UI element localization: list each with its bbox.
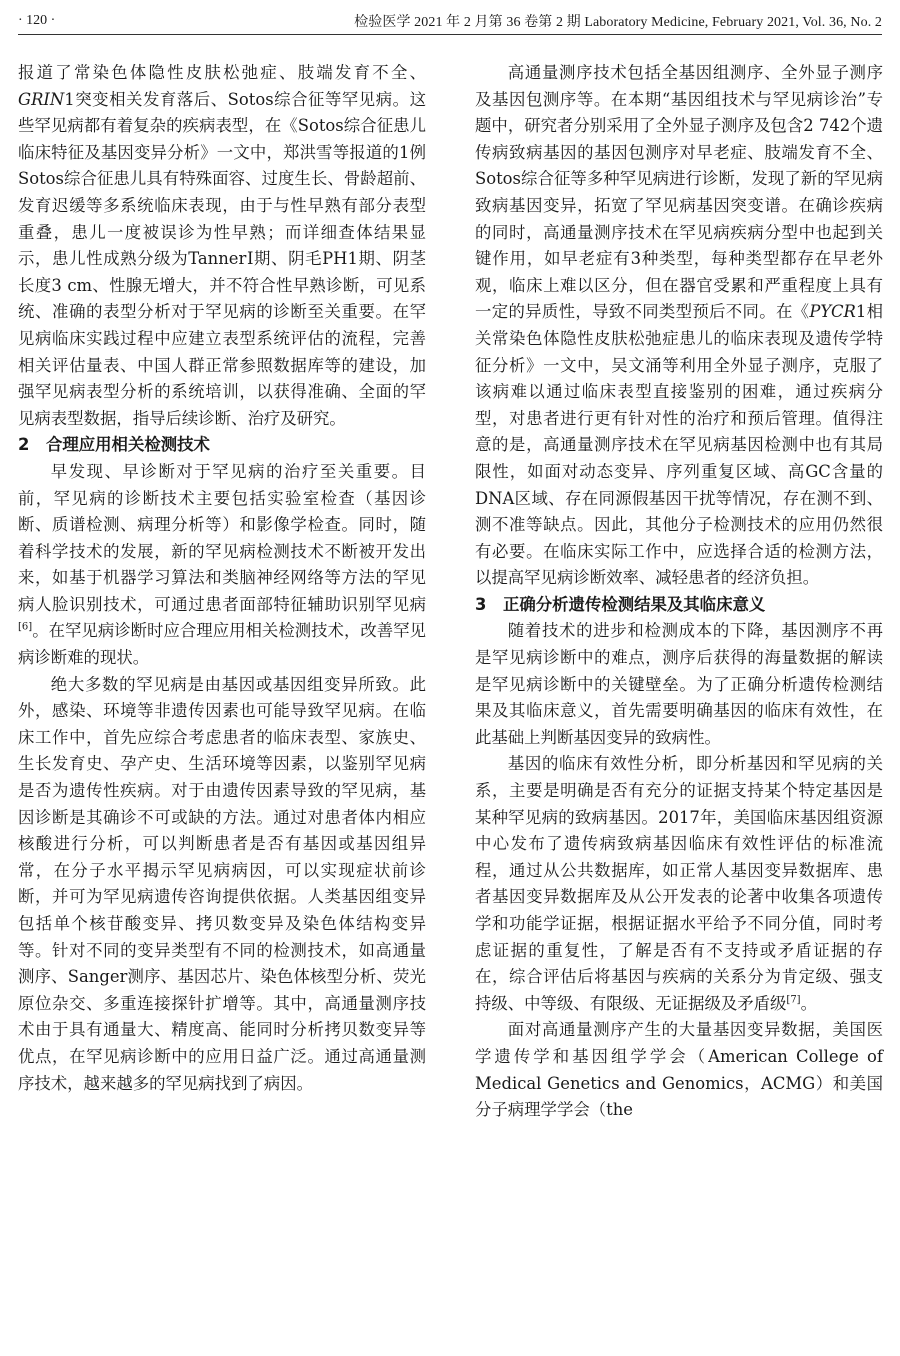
section-heading-3 <box>475 592 883 619</box>
section-number: 3 <box>475 594 487 614</box>
section-title: 正确分析遗传检测结果及其临床意义 <box>503 594 766 614</box>
section-number: 2 <box>18 435 30 455</box>
journal-citation: 检验医学 2021 年 2 月第 36 卷第 2 期 Laboratory Medicine, February 2021, Vol. 36, No. 2 <box>354 15 882 30</box>
section-heading-2 <box>18 432 426 459</box>
page-number: · 120 · <box>18 13 56 28</box>
gene-name: GRIN <box>18 89 65 109</box>
paragraph: 高通量测序技术包括全基因组测序、全外显子测序及基因包测序等。在本期“基因组技术与罕见病诊治”专题中，研究者分别采用了全外显子测序及包含2 742个遗传病致病基因的基因包测序对早老症、肢端发育不全、Sotos综合征等多种罕见病进行诊断，发现了新的罕见病致病基因变异，拓宽了罕见病基因突变谱。在确诊疾病的同时，高通量测序技术在罕见病疾病分型中也起到关键作用，如早老症有3种类型，每种类型都存在早老外观，临床上难以区分，但在器官受累和严重程度上具有一定的异质性，导致不同类型预后不同。在《PYCR1相关常染色体隐性皮肤松弛症患儿的临床表现及遗传学特征分析》一文中，吴文涌等利用全外显子测序，克服了该病难以通过临床表型直接鉴别的困难，通过疾病分型，对患者进行更有针对性的治疗和预后管理。值得注意的是，高通量测序技术在罕见病基因检测中也有其局限性，如面对动态变异、序列重复区域、高GC含量的DNA区域、存在同源假基因干扰等情况，存在测不到、测不准等缺点。因此，其他分子检测技术的应用仍然很有必要。在临床实际工作中，应选择合适的检测方法，以提高罕见病诊断效率、减轻患者的经济负担。 <box>475 63 883 588</box>
paragraph: 报道了常染色体隐性皮肤松弛症、肢端发育不全、GRIN1突变相关发育落后、Sotos综合征等罕见病。这些罕见病都有着复杂的疾病表型，在《Sotos综合征患儿临床特征及基因变异分析》一文中，郑洪雪等报道的1例Sotos综合征患儿具有特殊面容、过度生长、骨龄超前、发育迟缓等多系统临床表现，由于与性早熟有部分表型重叠，患儿一度被误诊为性早熟；而详细查体结果显示，患儿性成熟分级为TannerⅠ期、阴毛PH1期、阴茎长度3 cm、性腺无增大，并不符合性早熟诊断，可见系统、准确的表型分析对于罕见病的诊断至关重要。在罕见病临床实践过程中应建立表型系统评估的流程，完善相关评估量表、中国人群正常参照数据库等的建设，加强罕见病表型分析的系统培训，以获得准确、全面的罕见病表型数据，指导后续诊断、治疗及研究。 <box>18 63 426 428</box>
left-column <box>18 60 426 1097</box>
paragraph: 基因的临床有效性分析，即分析基因和罕见病的关系，主要是明确是否有充分的证据支持某个特定基因是某种罕见病的致病基因。2017年，美国临床基因组资源中心发布了遗传病致病基因临床有效性评估的标准流程，通过从公共数据库，如正常人基因变异数据库、患者基因变异数据库及从公开发表的论著中收集各项遗传学和功能学证据，根据证据水平给予不同分值，同时考虑证据的重复性，了解是否有不支持或矛盾证据的存在，综合评估后将基因与疾病的关系分为肯定级、强支持级、中等级、有限级、无证据级及矛盾级[7]。 <box>475 754 883 1013</box>
paragraph: 面对高通量测序产生的大量基因变异数据，美国医学遗传学和基因组学学会（American College of Medical Genetics and Genomics，ACMG）和美国分子病理学学会（the <box>475 1020 883 1120</box>
citation-ref[interactable]: [7] <box>786 994 801 1006</box>
right-column <box>475 60 883 1124</box>
page-header <box>18 8 882 35</box>
paragraph: 绝大多数的罕见病是由基因或基因组变异所致。此外，感染、环境等非遗传因素也可能导致罕见病。在临床工作中，首先应综合考虑患者的临床表型、家族史、生长发育史、孕产史、生活环境等因素，以鉴别罕见病是否为遗传性疾病。对于由遗传因素导致的罕见病，基因诊断是其确诊不可或缺的方法。通过对患者体内相应核酸进行分析，可以判断患者是否有基因或基因组异常，在分子水平揭示罕见病病因，可以实现症状前诊断，并可为罕见病遗传咨询提供依据。人类基因组变异包括单个核苷酸变异、拷贝数变异及染色体结构变异等。针对不同的变异类型有不同的检测技术，如高通量测序、Sanger测序、基因芯片、染色体核型分析、荧光原位杂交、多重连接探针扩增等。其中，高通量测序技术由于具有通量大、精度高、能同时分析拷贝数变异等优点，在罕见病诊断中的应用日益广泛。通过高通量测序技术，越来越多的罕见病找到了病因。 <box>18 674 426 1093</box>
paragraph: 随着技术的进步和检测成本的下降，基因测序不再是罕见病诊断中的难点，测序后获得的海量数据的解读是罕见病诊断中的关键壁垒。为了正确分析遗传检测结果及其临床意义，首先需要明确基因的临床有效性，在此基础上判断基因变异的致病性。 <box>475 621 883 747</box>
paragraph: 早发现、早诊断对于罕见病的治疗至关重要。目前，罕见病的诊断技术主要包括实验室检查（基因诊断、质谱检测、病理分析等）和影像学检查。同时，随着科学技术的发展，新的罕见病检测技术不断被开发出来，如基于机器学习算法和类脑神经网络等方法的罕见病人脸识别技术，可通过患者面部特征辅助识别罕见病[6]。在罕见病诊断时应合理应用相关检测技术，改善罕见病诊断难的现状。 <box>18 461 426 668</box>
citation-ref[interactable]: [6] <box>18 622 33 633</box>
gene-name: PYCR <box>809 302 856 322</box>
section-title: 合理应用相关检测技术 <box>46 435 210 455</box>
